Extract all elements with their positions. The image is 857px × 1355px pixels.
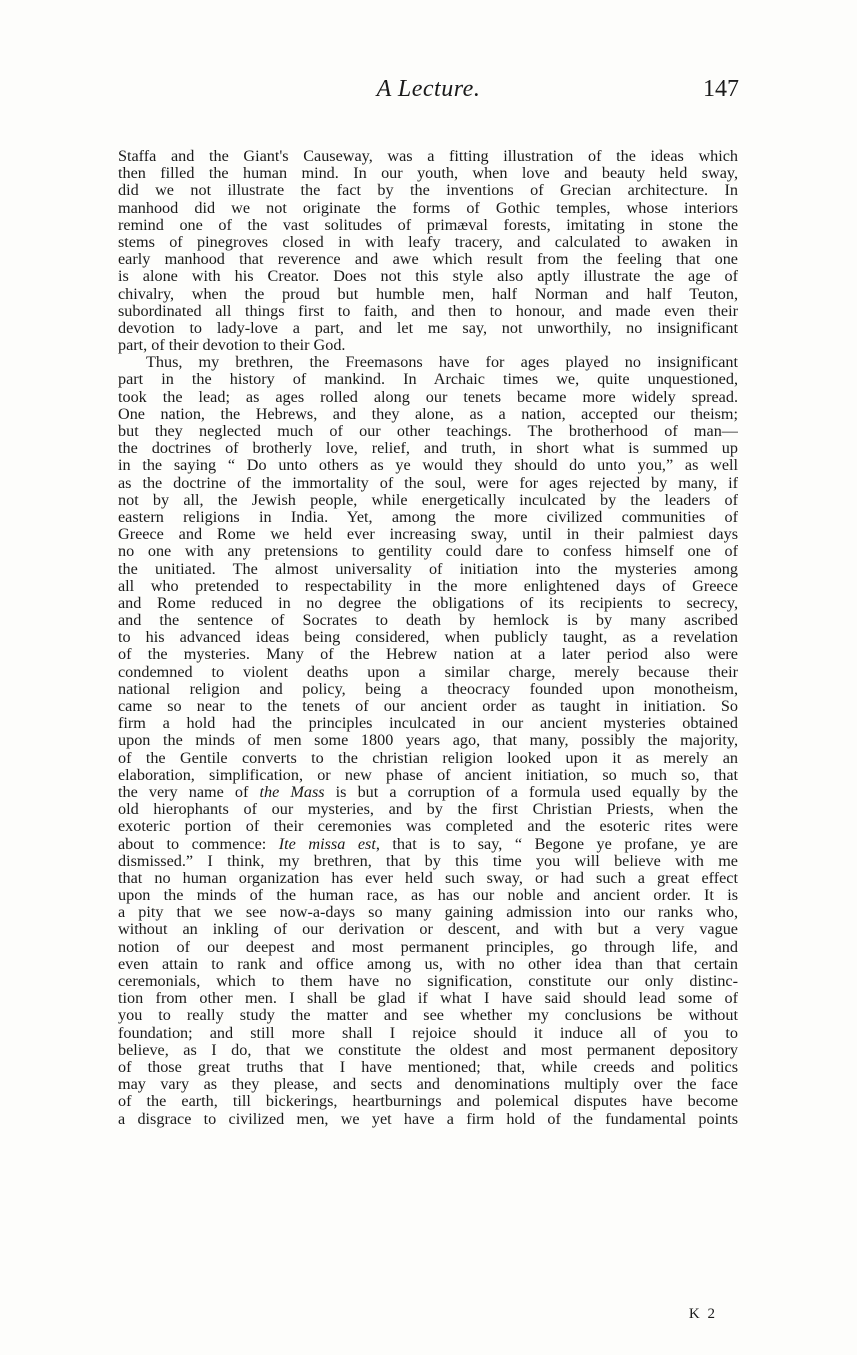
text-line: may vary as they please, and sects and denominations multiply over the face [118,1076,738,1094]
text-line: of the mysteries. Many of the Hebrew nation at a later period also were [118,646,738,664]
text-line: not by all, the Jewish people, while energetically inculcated by the leaders of [118,491,738,509]
text-line: believe, as I do, that we constitute the oldest and most permanent depository [118,1041,738,1059]
text-line: to his advanced ideas being considered, when publicly taught, as a revelation [118,629,738,647]
text-line: a pity that we see now-a-days so many gaining admission into our ranks who, [118,904,738,922]
body-text [118,148,738,1128]
text-line: of the Gentile converts to the christian religion looked upon it as merely an [118,749,738,767]
text-line: all who pretended to respectability in the more enlightened days of Greece [118,577,738,595]
text-line: tion from other men. I shall be glad if what I have said should lead some of [118,990,738,1008]
text-line: upon the minds of men some 1800 years ago, that many, possibly the majority, [118,732,738,750]
text-line: One nation, the Hebrews, and they alone, as a nation, accepted our theism; [118,405,738,423]
text-line: exoteric portion of their ceremonies was completed and the esoteric rites were [118,818,738,836]
text-line: as the doctrine of the immortality of the soul, were for ages rejected by many, if [118,474,738,492]
text-line: elaboration, simplification, or new phase of ancient initiation, so much so, that [118,766,738,784]
text-line: did we not illustrate the fact by the inventions of Grecian architecture. In [118,182,738,200]
running-title: A Lecture. [376,76,481,102]
text-line: part in the history of mankind. In Archaic times we, quite unquestioned, [118,371,738,389]
text-line: part, of their devotion to their God. [118,337,346,355]
text-line: stems of pinegroves closed in with leafy tracery, and calculated to awaken in [118,233,738,251]
text-line: notion of our deepest and most permanent principles, go through life, and [118,938,738,956]
text-line: subordinated all things first to faith, and then to honour, and made even their [118,302,738,320]
text-line: came so near to the tenets of our ancient order as taught in initiation. So [118,698,738,715]
text-line: that no human organization has ever held such sway, or had such a great effect [118,869,738,887]
text-line: Thus, my brethren, the Freemasons have for ages played no insignificant [146,354,738,372]
text-line: the doctrines of brotherly love, relief, and truth, in short what is summed up [118,440,738,458]
text-line: condemned to violent deaths upon a similar charge, merely because their [118,663,738,681]
text-line: without an inkling of our derivation or descent, and with but a very vague [118,921,738,939]
text-line: firm a hold had the principles inculcated in our ancient mysteries obtained [118,715,738,733]
text-line: eastern religions in India. Yet, among the more civilized communities of [118,508,738,526]
signature-mark: K 2 [688,1306,717,1322]
text-line: of those great truths that I have mentioned; that, while creeds and politics [118,1058,738,1076]
text-line: remind one of the vast solitudes of primæval forests, imitating in stone the [118,216,738,234]
running-head [0,74,857,114]
text-line: national religion and policy, being a theocracy founded upon monotheism, [118,680,738,698]
text-line: no one with any pretensions to gentility could dare to confess himself one of [118,543,738,561]
text-line: devotion to lady-love a part, and let me say, not unworthily, no insignificant [118,319,738,337]
text-line: manhood did we not originate the forms of Gothic temples, whose interiors [118,199,738,217]
text-line: upon the minds of the human race, as has our noble and ancient order. It is [118,887,738,905]
text-line: the very name of the Mass is but a corruption of a formula used equally by the [118,783,738,801]
text-line: foundation; and still more shall I rejoice should it induce all of you to [118,1024,738,1042]
text-line: about to commence: Ite missa est, that is to say, “ Begone ye profane, ye are [118,835,738,853]
text-line: ceremonials, which to them have no signification, constitute our only distinc- [118,973,738,990]
text-line: early manhood that reverence and awe which result from the feeling that one [118,251,738,269]
text-line: and the sentence of Socrates to death by hemlock is by many ascribed [118,612,738,630]
text-line: you to really study the matter and see whether my conclusions be without [118,1007,738,1025]
text-line: of the earth, till bickerings, heartburnings and polemical disputes have become [118,1093,738,1111]
page-number: 147 [703,76,739,102]
italic-phrase: Ite missa est [278,835,376,853]
text-line: then filled the human mind. In our youth, when love and beauty held sway, [118,165,738,183]
text-line: but they neglected much of our other teachings. The brotherhood of man— [118,423,738,440]
text-line: dismissed.” I think, my brethren, that by this time you will believe with me [118,852,738,870]
text-line: a disgrace to civilized men, we yet have a firm hold of the fundamental points [118,1110,738,1128]
text-line: old hierophants of our mysteries, and by the first Christian Priests, when the [118,801,738,819]
text-line: chivalry, when the proud but humble men, half Norman and half Teuton, [118,285,738,303]
text-line: even attain to rank and office among us, with no other idea than that certain [118,955,738,973]
text-line: Staffa and the Giant's Causeway, was a fitting illustration of the ideas which [118,148,738,165]
italic-phrase: the Mass [259,783,325,801]
text-line: is alone with his Creator. Does not this style also aptly illustrate the age of [118,268,738,286]
text-line: and Rome reduced in no degree the obligations of its recipients to secrecy, [118,594,738,612]
text-line: in the saying “ Do unto others as ye would they should do unto you,” as well [118,457,738,475]
text-line: Greece and Rome we held ever increasing sway, until in their palmiest days [118,526,738,544]
text-line: the unitiated. The almost universality of initiation into the mysteries among [118,560,738,578]
text-line: took the lead; as ages rolled along our tenets became more widely spread. [118,388,738,406]
